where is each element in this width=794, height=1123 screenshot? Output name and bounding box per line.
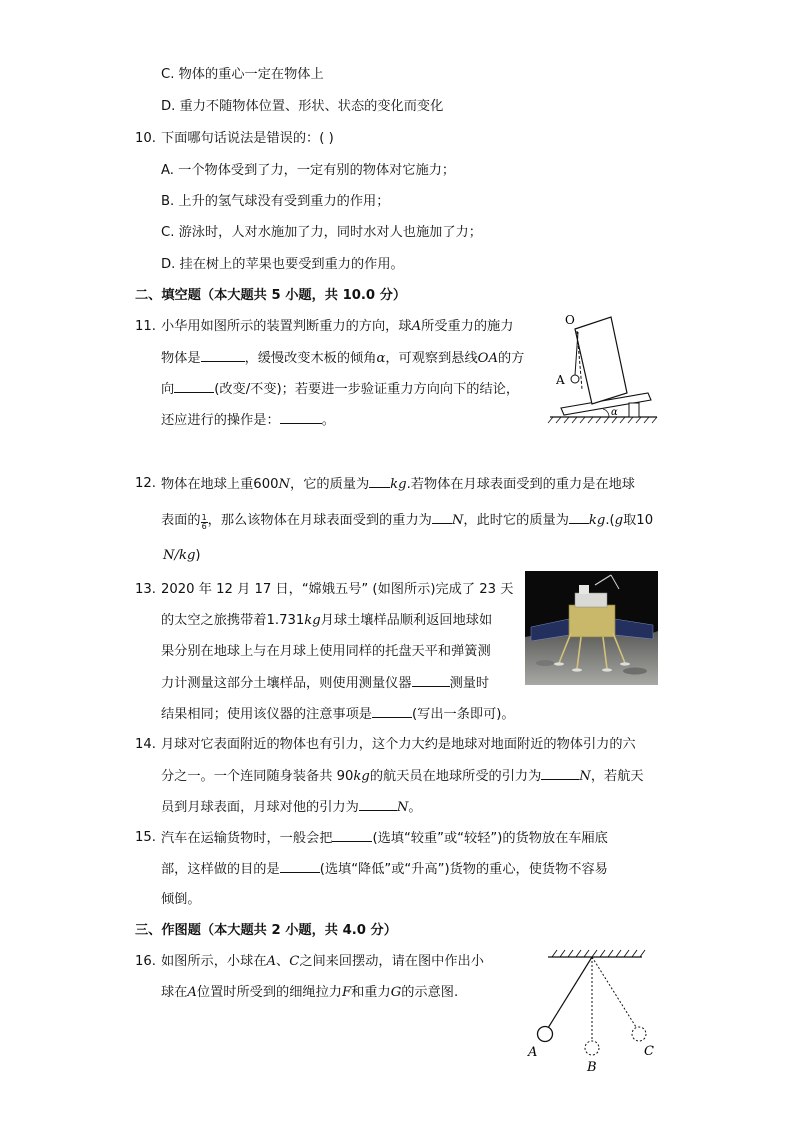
fig-label-o: O bbox=[565, 313, 575, 327]
q10-option-c: C. 游泳时，人对水施加了力，同时水对人也施加了力； bbox=[161, 225, 482, 240]
q13-line-5: 结果相同；使用该仪器的注意事项是 (写出一条即可)。 bbox=[161, 707, 515, 722]
answer-blank[interactable] bbox=[569, 511, 589, 524]
q15-line-3: 倾倒。 bbox=[161, 892, 201, 907]
q12-line-1: 物体在地球上重600N，它的质量为 kg.若物体在月球表面受到的重力是在地球 bbox=[161, 477, 635, 492]
q13-line-1: 2020 年 12 月 17 日，“嫦娥五号” (如图所示)完成了 23 天 bbox=[161, 582, 514, 597]
q10-number: 10. bbox=[135, 131, 156, 146]
fig-label-a: A bbox=[528, 1045, 538, 1060]
fig-label-b: B bbox=[587, 1060, 597, 1075]
q11-line-3: 向 (改变/不变)；若要进一步验证重力方向向下的结论， bbox=[161, 382, 520, 397]
q10-option-d: D. 挂在树上的苹果也要受到重力的作用。 bbox=[161, 257, 404, 272]
q14-line-3: 员到月球表面，月球对他的引力为 N。 bbox=[161, 800, 422, 815]
q12-line-3: N/kg) bbox=[163, 548, 201, 563]
q15-line-1: 汽车在运输货物时，一般会把 (选填“较重”或“较轻”)的货物放在车厢底 bbox=[161, 831, 608, 846]
q13-line-4: 力计测量这部分土壤样品，则使用测量仪器 测量时 bbox=[161, 676, 490, 691]
answer-blank[interactable] bbox=[359, 798, 397, 811]
q13-number: 13. bbox=[135, 582, 156, 597]
q13-line-2: 的太空之旅携带着1.731kg月球土壤样品顺利返回地球如 bbox=[161, 613, 493, 628]
answer-blank[interactable] bbox=[280, 411, 322, 424]
answer-blank[interactable] bbox=[201, 349, 245, 362]
q11-line-4: 还应进行的操作是： 。 bbox=[161, 413, 335, 428]
q14-number: 14. bbox=[135, 737, 156, 752]
fig-label-c: C bbox=[644, 1044, 654, 1059]
answer-blank[interactable] bbox=[541, 767, 579, 780]
section-3-heading: 三、作图题（本大题共 2 小题，共 4.0 分） bbox=[135, 923, 397, 938]
q13-line-3: 果分别在地球上与在月球上使用同样的托盘天平和弹簧测 bbox=[161, 644, 491, 659]
q10-option-a: A. 一个物体受到了力，一定有别的物体对它施力； bbox=[161, 163, 456, 178]
q14-line-1: 月球对它表面附近的物体也有引力，这个力大约是地球对地面附近的物体引力的六 bbox=[161, 737, 636, 752]
q11-line-1: 小华用如图所示的装置判断重力的方向，球A所受重力的施力 bbox=[161, 319, 514, 334]
section-2-heading: 二、填空题（本大题共 5 小题，共 10.0 分） bbox=[135, 288, 407, 303]
q12-line-2: 表面的 $\frac{1}{6}$ ，那么该物体在月球表面受到的重力为 N，此时它的质量为 kg.(g取10 bbox=[161, 513, 654, 531]
answer-blank[interactable] bbox=[174, 380, 214, 393]
fig-label-alpha: α bbox=[611, 407, 618, 418]
answer-blank[interactable] bbox=[412, 674, 450, 687]
q11-line-2: 物体是 ，缓慢改变木板的倾角α，可观察到悬线OA的方 bbox=[161, 351, 525, 366]
q15-line-2: 部，这样做的目的是 (选填“降低”或“升高”)货物的重心，使货物不容易 bbox=[161, 862, 608, 877]
q12-number: 12. bbox=[135, 476, 156, 491]
q15-number: 15. bbox=[135, 830, 156, 845]
answer-blank[interactable] bbox=[369, 475, 390, 488]
q10-stem: 下面哪句话说法是错误的：( ) bbox=[161, 131, 334, 146]
answer-blank[interactable] bbox=[332, 829, 372, 842]
q16-number: 16. bbox=[135, 954, 156, 969]
answer-blank[interactable] bbox=[432, 511, 452, 524]
q9-option-d: D. 重力不随物体位置、形状、状态的变化而变化 bbox=[161, 99, 444, 114]
q14-line-2: 分之一。一个连同随身装备共 90kg的航天员在地球所受的引力为 N，若航天 bbox=[161, 769, 644, 784]
change5-lander-photo bbox=[525, 571, 658, 685]
q9-option-c: C. 物体的重心一定在物体上 bbox=[161, 67, 324, 82]
q11-number: 11. bbox=[135, 319, 156, 334]
fraction-one-sixth: $\frac{1}{6}$ bbox=[201, 513, 207, 531]
q10-option-b: B. 上升的氢气球没有受到重力的作用； bbox=[161, 194, 390, 209]
pendulum-figure bbox=[524, 945, 664, 1075]
fig-label-a: A bbox=[556, 373, 565, 387]
answer-blank[interactable] bbox=[280, 860, 320, 873]
plumb-line-figure bbox=[545, 305, 665, 430]
q16-line-2: 球在A位置时所受到的细绳拉力F和重力G的示意图. bbox=[161, 985, 459, 1000]
q16-line-1: 如图所示，小球在A、C之间来回摆动，请在图中作出小 bbox=[161, 954, 484, 969]
answer-blank[interactable] bbox=[372, 705, 412, 718]
